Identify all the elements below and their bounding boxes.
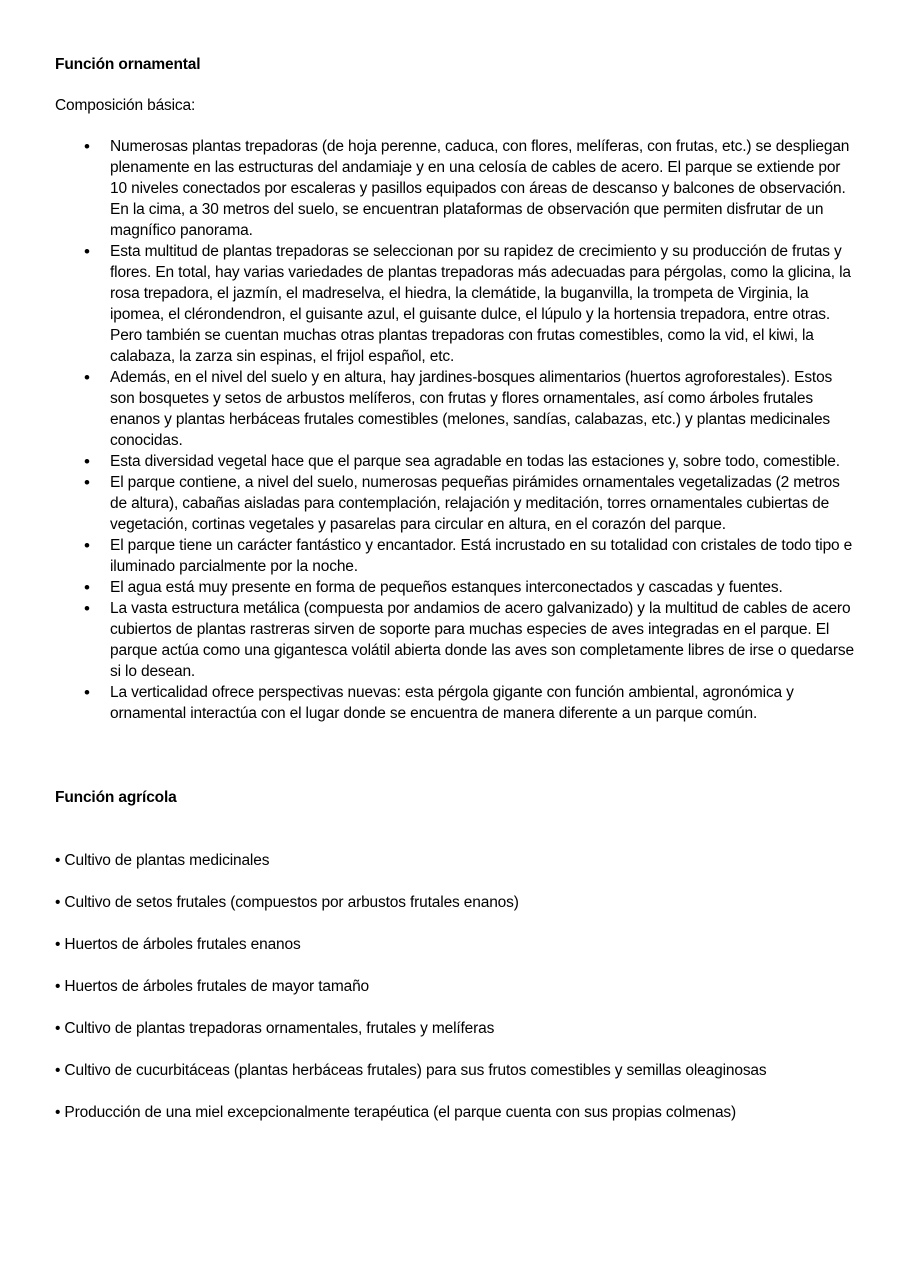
list-item: • Numerosas plantas trepadoras (de hoja perenne, caduca, con flores, melíferas, con frutas, etc.) se despliegan plenamente en las estructuras del andamiaje y en una celosía de cables de acero. El parque se extiende por 10 niveles conectados por escaleras y pasillos equipados con áreas de descanso y balcones de observación. En la cima, a 30 metros del suelo, se encuentran plataformas de observación que permiten disfrutar de un magnífico panorama. xyxy=(110,136,855,241)
section-heading-agricola: Función agrícola xyxy=(55,789,177,806)
list-item: • Huertos de árboles frutales de mayor tamaño xyxy=(55,978,370,995)
list-item: • Además, en el nivel del suelo y en altura, hay jardines-bosques alimentarios (huertos agroforestales). Estos son bosquetes y setos de arbustos melíferos, con frutas y flores ornamentales, así como árboles frutales enanos y plantas herbáceas frutales comestibles (melones, sandías, calabazas, etc.) y plantas medicinales conocidas. xyxy=(110,367,855,451)
list-item: • La vasta estructura metálica (compuesta por andamios de acero galvanizado) y la multitud de cables de acero cubiertos de plantas rastreras sirven de soporte para muchas especies de aves integradas en el parque. El parque actúa como una gigantesca volátil abierta donde las aves son completamente libres de irse o quedarse si lo desean. xyxy=(110,598,855,682)
list-item: • La verticalidad ofrece perspectivas nuevas: esta pérgola gigante con función ambiental, agronómica y ornamental interactúa con el lugar donde se encuentra de manera diferente a un parque común. xyxy=(110,682,855,724)
document-page xyxy=(55,54,855,1144)
list-item: • Cultivo de plantas trepadoras ornamentales, frutales y melíferas xyxy=(55,1020,495,1037)
list-item: • El agua está muy presente en forma de pequeños estanques interconectados y cascadas y fuentes. xyxy=(110,577,855,598)
list-item: • Esta diversidad vegetal hace que el parque sea agradable en todas las estaciones y, sobre todo, comestible. xyxy=(110,451,855,472)
list-item: • El parque tiene un carácter fantástico y encantador. Está incrustado en su totalidad con cristales de todo tipo e iluminado parcialmente por la noche. xyxy=(110,535,855,577)
list-item: • El parque contiene, a nivel del suelo, numerosas pequeñas pirámides ornamentales vegetalizadas (2 metros de altura), cabañas aisladas para contemplación, relajación y meditación, torres ornamentales cubiertas de vegetación, cortinas vegetales y pasarelas para circular en altura, en el corazón del parque. xyxy=(110,472,855,535)
list-item: • Cultivo de cucurbitáceas (plantas herbáceas frutales) para sus frutos comestibles y semillas oleaginosas xyxy=(55,1062,767,1079)
list-item: • Esta multitud de plantas trepadoras se seleccionan por su rapidez de crecimiento y su producción de frutas y flores. En total, hay varias variedades de plantas trepadoras más adecuadas para pérgolas, como la glicina, la rosa trepadora, el jazmín, el madreselva, el hiedra, la clemátide, la buganvilla, la trompeta de Virginia, la ipomea, el clérondendron, el guisante azul, el guisante dulce, el lúpulo y la hortensia trepadora, entre otras. Pero también se cuentan muchas otras plantas trepadoras con frutas comestibles, como la vid, el kiwi, la calabaza, la zarza sin espinas, el frijol español, etc. xyxy=(110,241,855,367)
list-item: • Cultivo de setos frutales (compuestos por arbustos frutales enanos) xyxy=(55,894,519,911)
composition-intro: Composición básica: xyxy=(55,97,196,114)
section-heading-ornamental: Función ornamental xyxy=(55,56,201,73)
list-item: • Cultivo de plantas medicinales xyxy=(55,852,270,869)
ornamental-bullet-list xyxy=(55,136,855,724)
agricola-list xyxy=(55,850,855,1123)
list-item: • Producción de una miel excepcionalmente terapéutica (el parque cuenta con sus propias colmenas) xyxy=(55,1104,737,1121)
list-item: • Huertos de árboles frutales enanos xyxy=(55,936,301,953)
